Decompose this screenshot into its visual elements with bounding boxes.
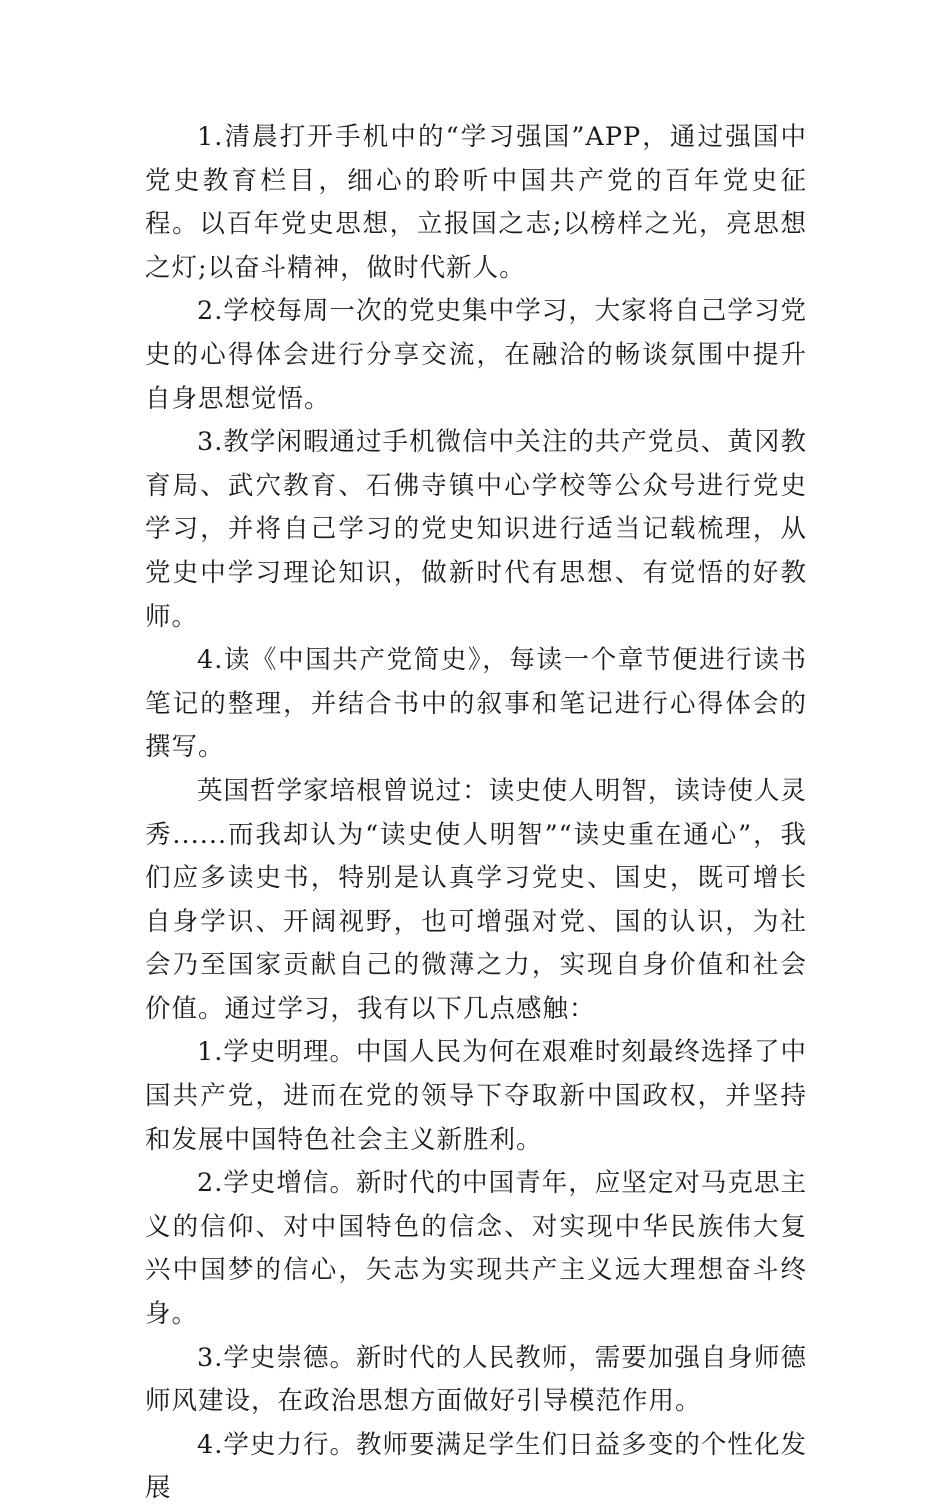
paragraph-wechat-study: 3.教学闲暇通过手机微信中关注的共产党员、黄冈教育局、武穴教育、石佛寺镇中心学校等公众号进行党史学习，并将自己学习的党史知识进行适当记载梳理，从党史中学习理论知识，做新时代有思想、有觉悟的好教师。 xyxy=(145,427,807,632)
paragraph-learn-faith: 2.学史增信。新时代的中国青年，应坚定对马克思主义的信仰、对中国特色的信念、对实现中华民族伟大复兴中国梦的信心，矢志为实现共产主义远大理想奋斗终身。 xyxy=(145,1168,807,1330)
paragraph-study-app: 1.清晨打开手机中的“学习强国”APP，通过强国中党史教育栏目，细心的聆听中国共产党的百年党史征程。以百年党史思想，立报国之志;以榜样之光，亮思想之灯;以奋斗精神，做时代新人。 xyxy=(145,122,807,283)
document-body xyxy=(145,116,807,1511)
paragraph-weekly-study: 2.学校每周一次的党史集中学习，大家将自己学习党史的心得体会进行分享交流，在融洽的畅谈氛围中提升自身思想觉悟。 xyxy=(145,296,807,414)
paragraph-read-history: 4.读《中国共产党简史》，每读一个章节便进行读书笔记的整理，并结合书中的叙事和笔记进行心得体会的撰写。 xyxy=(145,645,807,763)
paragraph-bacon-quote: 英国哲学家培根曾说过：读史使人明智，读诗使人灵秀......而我却认为“读史使人明智”“读史重在通心”，我们应多读史书，特别是认真学习党史、国史，既可增长自身学识、开阔视野，也可增强对党、国的认识，为社会乃至国家贡献自己的微薄之力，实现自身价值和社会价值。通过学习，我有以下几点感触： xyxy=(145,775,807,1024)
paragraph-learn-practice: 4.学史力行。教师要满足学生们日益多变的个性化发展 xyxy=(145,1429,807,1504)
paragraph-learn-virtue: 3.学史崇德。新时代的人民教师，需要加强自身师德师风建设，在政治思想方面做好引导模范作用。 xyxy=(145,1342,807,1417)
paragraph-learn-reason: 1.学史明理。中国人民为何在艰难时刻最终选择了中国共产党，进而在党的领导下夺取新中国政权，并坚持和发展中国特色社会主义新胜利。 xyxy=(145,1037,807,1155)
